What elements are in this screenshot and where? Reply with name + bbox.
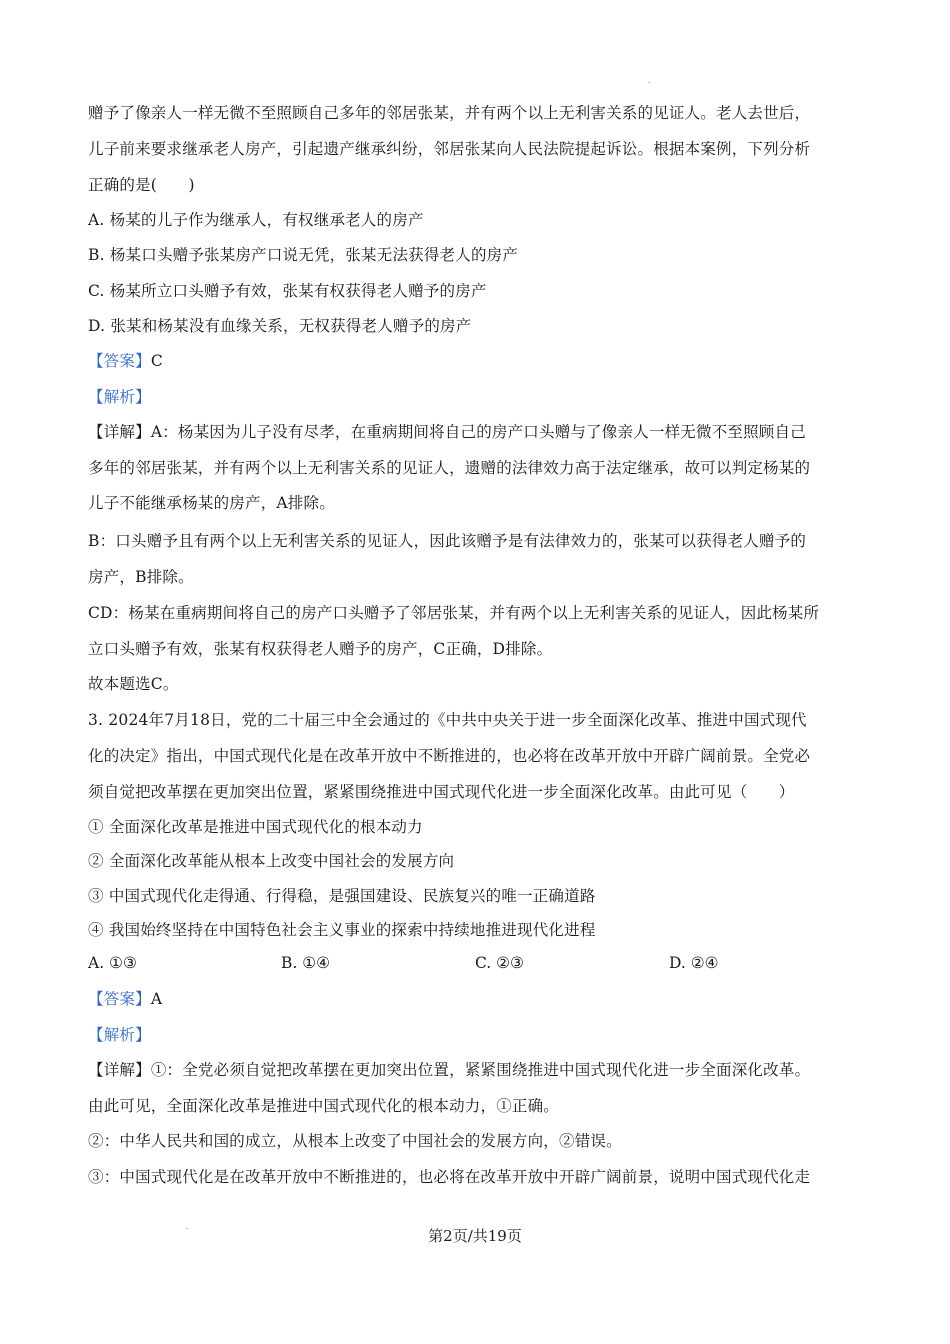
q2-option-a: A. 杨某的儿子作为继承人，有权继承老人的房产 [88,211,424,229]
q3-item-3: ③ 中国式现代化走得通、行得稳，是强国建设、民族复兴的唯一正确道路 [88,887,596,905]
q3-detail-line-3: ②：中华人民共和国的成立，从根本上改变了中国社会的发展方向，②错误。 [88,1132,622,1150]
analysis-tag: 【解析】 [88,388,151,406]
q2-stem-line-1: 赠予了像亲人一样无微不至照顾自己多年的邻居张某，并有两个以上无利害关系的见证人。老人去世后， [88,104,811,122]
q3-choices [88,952,868,974]
q2-detail-line-5: 房产，B排除。 [88,568,194,586]
q3-item-2: ② 全面深化改革能从根本上改变中国社会的发展方向 [88,852,455,870]
q3-analysis-line [88,1024,868,1046]
q2-stem-line-3: 正确的是( ) [88,176,195,194]
q2-detail-line-4: B：口头赠予且有两个以上无利害关系的见证人，因此该赠予是有法律效力的，张某可以获得老人赠予的 [88,532,807,550]
q2-answer-line [88,350,868,372]
q3-answer-line [88,988,868,1010]
q2-stem-line-2: 儿子前来要求继承老人房产，引起遗产继承纠纷，邻居张某向人民法院提起诉讼。根据本案例，下列分析 [88,140,811,158]
q3-choice-b: B. ①④ [281,954,331,972]
q2-detail-line-6: CD：杨某在重病期间将自己的房产口头赠予了邻居张某，并有两个以上无利害关系的见证人，因此杨某所 [88,604,820,622]
q2-detail-line-7: 立口头赠予有效，张某有权获得老人赠予的房产，C正确，D排除。 [88,640,553,658]
q2-detail-line-1: 【详解】A：杨某因为儿子没有尽孝，在重病期间将自己的房产口头赠与了像亲人一样无微不至照顾自己 [88,423,806,441]
q2-option-d: D. 张某和杨某没有血缘关系，无权获得老人赠予的房产 [88,317,472,335]
detail-tag: 【详解】 [88,423,151,441]
scan-speck [648,82,650,83]
q3-detail-line-4: ③：中国式现代化是在改革开放中不断推进的，也必将在改革开放中开辟广阔前景，说明中国式现代化走 [88,1168,811,1186]
q3-stem-line-3: 须自觉把改革摆在更加突出位置，紧紧围绕推进中国式现代化进一步全面深化改革。由此可见（ ） [88,783,795,801]
answer-value: A [150,990,163,1008]
q3-item-1: ① 全面深化改革是推进中国式现代化的根本动力 [88,818,423,836]
answer-tag: 【答案】 [88,990,151,1008]
q3-choice-d: D. ②④ [669,954,719,972]
q2-detail-line-8: 故本题选C。 [88,675,179,693]
q3-choice-a: A. ①③ [88,954,137,972]
analysis-tag: 【解析】 [88,1026,151,1044]
q3-choice-c: C. ②③ [475,954,524,972]
q3-detail-line-2: 由此可见，全面深化改革是推进中国式现代化的根本动力，①正确。 [88,1097,560,1115]
q3-stem-line-2: 化的决定》指出，中国式现代化是在改革开放中不断推进的，也必将在改革开放中开辟广阔前景。全党必 [88,747,811,765]
answer-tag: 【答案】 [88,352,151,370]
answer-value: C [150,352,163,370]
q2-option-b: B. 杨某口头赠予张某房产口说无凭，张某无法获得老人的房产 [88,246,519,264]
q2-option-c: C. 杨某所立口头赠予有效，张某有权获得老人赠予的房产 [88,282,487,300]
page-footer: 第2页/共19页 [428,1227,522,1245]
q2-detail-line-2: 多年的邻居张某，并有两个以上无利害关系的见证人，遗赠的法律效力高于法定继承，故可以判定杨某的 [88,459,811,477]
q3-item-4: ④ 我国始终坚持在中国特色社会主义事业的探索中持续地推进现代化进程 [88,921,596,939]
q2-detail-line-3: 儿子不能继承杨某的房产，A排除。 [88,494,335,512]
q3-detail-line-1: 【详解】①：全党必须自觉把改革摆在更加突出位置，紧紧围绕推进中国式现代化进一步全面深化改革。 [88,1061,811,1079]
detail-tag: 【详解】 [88,1061,151,1079]
q2-analysis-line [88,386,868,408]
q3-stem-line-1: 3. 2024年7月18日，党的二十届三中全会通过的《中共中央关于进一步全面深化改革、推进中国式现代 [88,711,807,729]
